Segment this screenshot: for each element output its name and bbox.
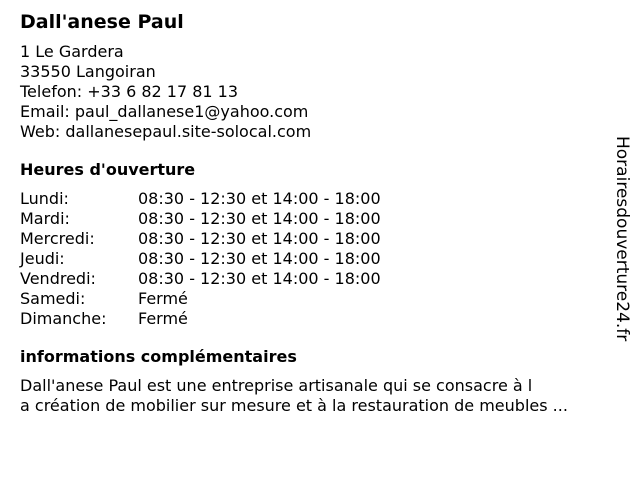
day-label: Jeudi: bbox=[20, 249, 65, 268]
day-hours: 08:30 - 12:30 et 14:00 - 18:00 bbox=[138, 269, 381, 288]
hours-row-vendredi bbox=[20, 269, 610, 289]
info-title: informations complémentaires bbox=[20, 347, 297, 366]
day-hours: Fermé bbox=[138, 309, 188, 328]
day-hours: 08:30 - 12:30 et 14:00 - 18:00 bbox=[138, 249, 381, 268]
day-hours: 08:30 - 12:30 et 14:00 - 18:00 bbox=[138, 229, 381, 248]
side-watermark: Horairesdouverture24.fr bbox=[612, 136, 632, 342]
description-line-2: a création de mobilier sur mesure et à la restauration de meubles ... bbox=[20, 396, 568, 415]
address-line-1: 1 Le Gardera bbox=[20, 42, 124, 61]
day-label: Lundi: bbox=[20, 189, 69, 208]
email: Email: paul_dallanese1@yahoo.com bbox=[20, 102, 309, 121]
website: Web: dallanesepaul.site-solocal.com bbox=[20, 122, 312, 141]
phone: Telefon: +33 6 82 17 81 13 bbox=[20, 82, 239, 101]
hours-row-mardi bbox=[20, 209, 610, 229]
hours-table bbox=[20, 189, 610, 329]
hours-row-lundi bbox=[20, 189, 610, 209]
description-line-1: Dall'anese Paul est une entreprise artisanale qui se consacre à l bbox=[20, 376, 533, 395]
day-label: Samedi: bbox=[20, 289, 86, 308]
day-label: Mercredi: bbox=[20, 229, 95, 248]
hours-row-dimanche bbox=[20, 309, 610, 329]
hours-row-mercredi bbox=[20, 229, 610, 249]
day-hours: 08:30 - 12:30 et 14:00 - 18:00 bbox=[138, 189, 381, 208]
business-card bbox=[20, 10, 610, 416]
day-label: Vendredi: bbox=[20, 269, 96, 288]
day-hours: Fermé bbox=[138, 289, 188, 308]
day-hours: 08:30 - 12:30 et 14:00 - 18:00 bbox=[138, 209, 381, 228]
day-label: Mardi: bbox=[20, 209, 70, 228]
business-name: Dall'anese Paul bbox=[20, 11, 184, 33]
day-label: Dimanche: bbox=[20, 309, 107, 328]
hours-row-jeudi bbox=[20, 249, 610, 269]
address-line-2: 33550 Langoiran bbox=[20, 62, 156, 81]
hours-row-samedi bbox=[20, 289, 610, 309]
hours-title: Heures d'ouverture bbox=[20, 160, 196, 179]
